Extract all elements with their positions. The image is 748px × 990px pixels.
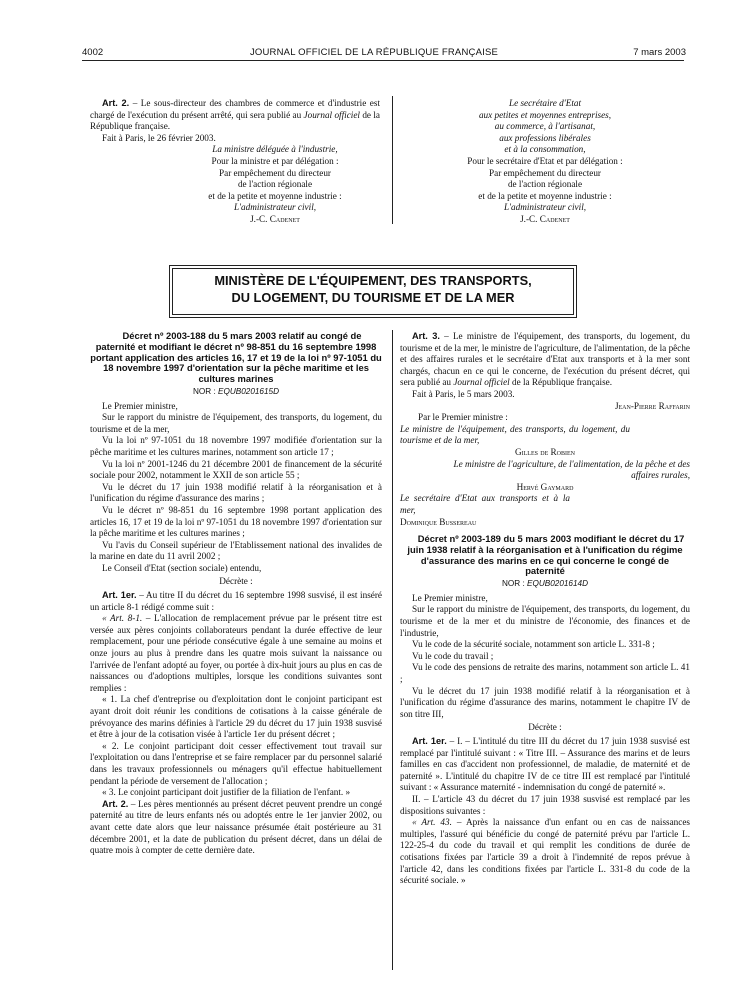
signature-block-left: La ministre déléguée à l'industrie, Pour la ministre et par délégation : Par empêchement du directeur de l'action régionale et de la petite et moyenne industrie : L'administrateur civil, J.-C. Cadenet [170, 144, 380, 225]
top-left-block: Art. 2. – Le sous-directeur des chambres de commerce et d'industrie est chargé de l'exécution du présent arrêté, qui sera publié au Journal officiel de la République française. Fait à Paris, le 26 février 2003. La ministre déléguée à l'industrie, Pour la ministre et par délégation : Par empêchement du directeur de l'action régionale et de la petite et moyenne industrie : L'administrateur civil, J.-C. Cadenet [90, 98, 380, 224]
column-divider-top [392, 96, 393, 224]
ministry-heading: MINISTÈRE DE L'ÉQUIPEMENT, DES TRANSPORTS, DU LOGEMENT, DU TOURISME ET DE LA MER [172, 268, 574, 315]
journal-title: JOURNAL OFFICIEL DE LA RÉPUBLIQUE FRANÇAISE [249, 47, 499, 58]
fait-date: Fait à Paris, le 26 février 2003. [102, 132, 216, 143]
article-label: Art. 1er. [102, 590, 137, 601]
signer-name: Hervé Gaymard [516, 481, 574, 492]
decree-2-title: Décret nº 2003-189 du 5 mars 2003 modifiant le décret du 17 juin 1938 relatif à la réorganisation et à l'unification du régime d'assurance des marins en ce qui concerne le congé de paternité [407, 533, 685, 577]
art2-label: Art. 2. [102, 98, 130, 108]
article-label: « Art. 8-1. [102, 613, 143, 624]
running-header [0, 44, 748, 60]
decree-1-column: Décret nº 2003-188 du 5 mars 2003 relatif au congé de paternité et modifiant le décret nº 98-851 du 16 septembre 1998 portant application des articles 16, 17 et 19 de la loi nº 97-1051 du 18 novembre 1997 d'orientation sur la pêche maritime et les cultures marines NOR : EQUB0201615D Le Premier ministre, Sur le rapport du ministre de l'équipement, des transports, du logement, du tourisme et de la mer, Vu la loi nº 97-1051 du 18 novembre 1997 modifiée d'orientation sur la pêche maritime et les cultures marines, notamment son article 17 ; Vu la loi nº 2001-1246 du 21 décembre 2001 de financement de la sécurité sociale pour 2002, notamment le XXII de son article 55 ; Vu le décret du 17 juin 1938 modifié relatif à la réorganisation et à l'unification du régime d'assurance des marins ; Vu le décret nº 98-851 du 16 septembre 1998 portant application des articles 16, 17 et 19 de la loi nº 97-1051 du 18 novembre 1997 d'orientation sur la pêche maritime et les cultures marines ; Vu l'avis du Conseil supérieur de l'Etablissement national des invalides de la marine en date du 11 avril 2002 ; Le Conseil d'Etat (section sociale) entendu, Décrète : Art. 1er. – Au titre II du décret du 16 septembre 1998 susvisé, il est inséré un article 8-1 rédigé comme suit : « Art. 8-1. – L'allocation de remplacement prévue par le présent titre est versée aux pères conjoints collaborateurs pendant la durée effective de leur remplacement, pour une période consécutive égale à une semaine au moins et onze jours au plus à prendre dans les quatre mois suivant la naissance ou l'arrivée de l'enfant adopté au foyer, ou portée à dix-huit jours au plus en cas de naissances ou d'adoptions multiples, lorsque les conditions suivantes sont remplies : « 1. La chef d'entreprise ou d'exploitation dont le conjoint participant est ayant droit doit réunir les conditions de cotisations à la caisse générale de prévoyance des marins définies à l'article 29 du décret du 17 juin 1938 susvisé et être à jour de la cotisation visée à l'article 1er du présent décret ; « 2. Le conjoint participant doit cesser effectivement tout travail sur l'exploitation ou dans l'entreprise et se faire remplacer par du personnel salarié dans les travaux professionnels ou ménagers qu'il effectue habituellement pendant la période de versement de l'allocation ; « 3. Le conjoint participant doit justifier de la filiation de l'enfant. » Art. 2. – Les pères mentionnés au présent décret peuvent prendre un congé paternité au titre de leurs enfants nés ou adoptés entre le 1er janvier 2002, ou avant cette date alors que leur naissance présumée était postérieure au 31 décembre 2001, et la date de publication du présent décret, dans un délai de quatre mois à compter de cette dernière date. [90, 330, 382, 856]
header-rule [82, 60, 684, 61]
column-divider-main [392, 330, 393, 970]
right-column: Art. 3. – Le ministre de l'équipement, des transports, du logement, du tourisme et de la mer, le ministre de l'agriculture, de l'alimentation, de la pêche et des affaires rurales et le secrétaire d'Etat aux transports et à la mer sont chargés, chacun en ce qui le concerne, de l'exécution du présent décret, qui sera publié au Journal officiel de la République française. Fait à Paris, le 5 mars 2003. Jean-Pierre Raffarin Par le Premier ministre : Le ministre de l'équipement, des transports, du logement, du tourisme et de la mer, Gilles de Robien Le ministre de l'agriculture, de l'alimentation, de la pêche et des affaires rurales, Hervé Gaymard Le secrétaire d'Etat aux transports et à la mer, Dominique Bussereau Décret nº 2003-189 du 5 mars 2003 modifiant le décret du 17 juin 1938 relatif à la réorganisation et à l'unification du régime d'assurance des marins en ce qui concerne le congé de paternité NOR : EQUB0201614D Le Premier ministre, Sur le rapport du ministre de l'équipement, des transports, du logement, du tourisme et de la mer et du ministre de l'économie, des finances et de l'industrie, Vu le code de la sécurité sociale, notamment son article L. 331-8 ; Vu le code du travail ; Vu le code des pensions de retraite des marins, notamment son article L. 41 ; Vu le décret du 17 juin 1938 modifié relatif à la réorganisation et à l'unification du régime d'assurance des marins, notamment le chapitre IV de son titre III, Décrète : Art. 1er. – I. – L'intitulé du titre III du décret du 17 juin 1938 susvisé est remplacé par l'intitulé suivant : « Titre III. – Assurance des marins et de leurs familles en cas d'accident non professionnel, de maladie, de maternité et de paternité ». L'intitulé du chapitre IV de ce titre III est remplacé par l'intitulé suivant : « Assurance maternité - indemnisation du congé de paternité ». II. – L'article 43 du décret du 17 juin 1938 susvisé est remplacé par les dispositions suivantes : « Art. 43. – Après la naissance d'un enfant ou en cas de naissances multiples, l'assuré qui bénéficie du congé de paternité prévu par l'article L. 122-25-4 du code du travail et qui remplit les conditions de durée de cotisations fixées par l'article 39 a droit à l'indemnité de repos prévue à l'article 42, dans les conditions fixées par l'article L. 331-8 du code de la sécurité sociale. » [400, 331, 691, 886]
decree-1-nor: NOR : EQUB0201615D [192, 386, 280, 396]
article-label: Art. 1er. [412, 736, 447, 746]
page-number: 4002 [82, 47, 104, 58]
article-label: « Art. 43. [412, 817, 452, 828]
top-right-block: Le secrétaire d'Etat aux petites et moyennes entreprises, au commerce, à l'artisanat, aux professions libérales et à la consommation, Pour le secrétaire d'Etat et par délégation : Par empêchement du directeur de l'action régionale et de la petite et moyenne industrie : L'administrateur civil, J.-C. Cadenet [400, 98, 690, 226]
article-label: Art. 2. [102, 798, 129, 809]
decree-2-nor: NOR : EQUB0201614D [501, 579, 589, 589]
signer-name: Gilles de Robien [514, 446, 576, 457]
signer-name: Jean-Pierre Raffarin [614, 400, 690, 411]
signer-name: J.-C. Cadenet [250, 213, 300, 224]
article-label: Art. 3. [412, 331, 440, 341]
decree-1-title: Décret nº 2003-188 du 5 mars 2003 relatif au congé de paternité et modifiant le décret nº 98-851 du 16 septembre 1998 portant application des articles 16, 17 et 19 de la loi nº 97-1051 du 18 novembre 1997 d'orientation sur la pêche maritime et les cultures marines [90, 330, 382, 385]
signer-name: Dominique Bussereau [400, 516, 477, 527]
issue-date: 7 mars 2003 [633, 47, 686, 58]
signer-name: J.-C. Cadenet [520, 213, 570, 224]
